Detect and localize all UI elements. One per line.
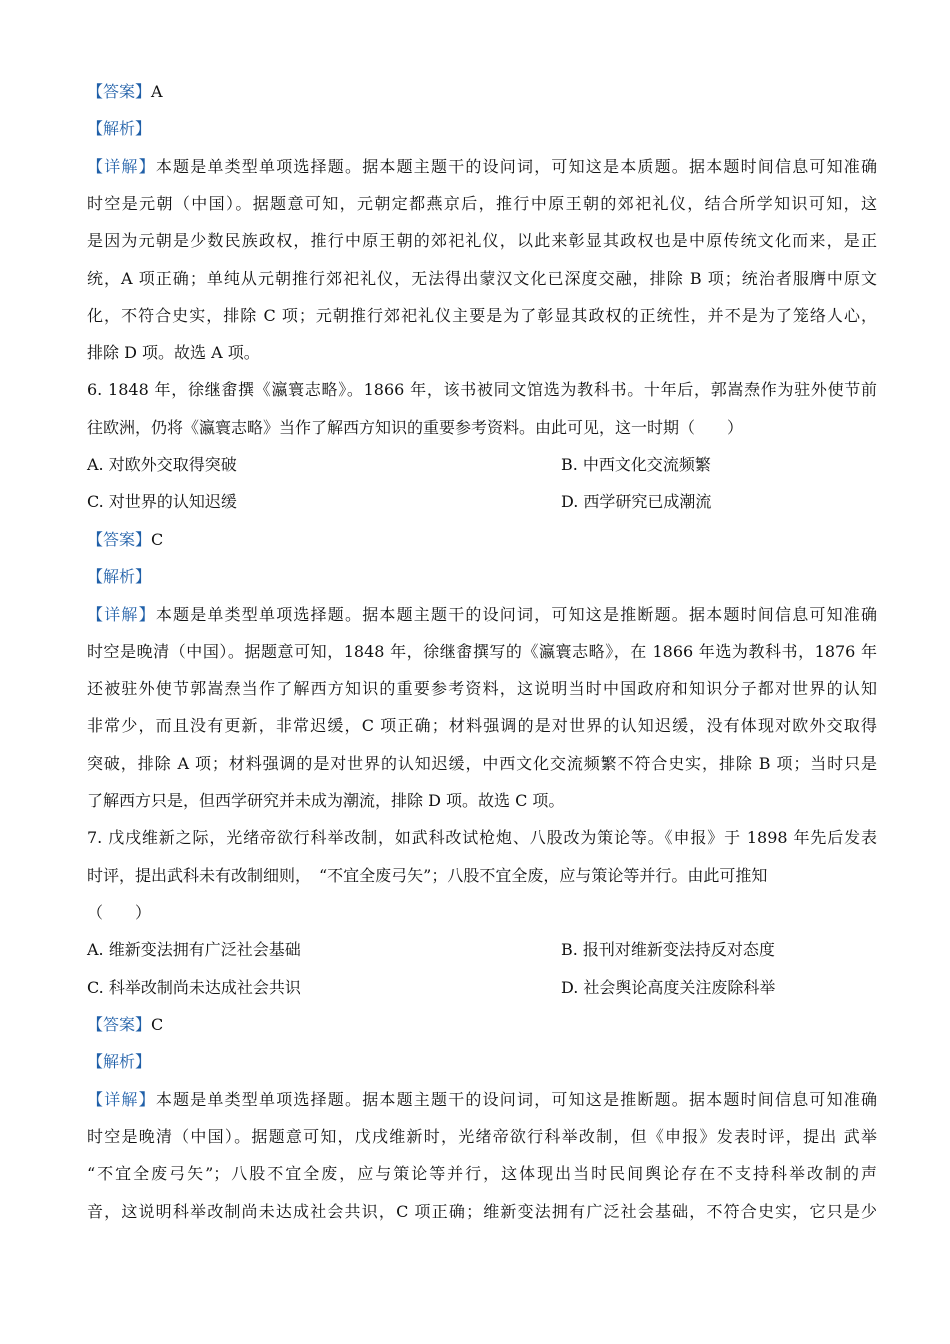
q6-options-row — [87, 446, 877, 483]
q7-detail-line: 音，这说明科举改制尚未达成社会共识，C 项正确；维新变法拥有广泛社会基础，不符合史实，它只是少 — [87, 1202, 877, 1221]
q7-detail-line: 【详解】本题是单类型单项选择题。据本题主题干的设问词，可知这是推断题。据本题时间信息可知准确 — [87, 1090, 877, 1109]
q7-option-c: C. 科举改制尚未达成社会共识 — [87, 978, 301, 997]
q6-option-b: B. 中西文化交流频繁 — [561, 455, 711, 474]
q5-detail-line: 化，不符合史实，排除 C 项；元朝推行郊祀礼仪主要是为了彰显其政权的正统性，并不是为了笼络人心， — [87, 306, 877, 325]
q6-answer — [87, 521, 877, 558]
q5-detail-line: 【详解】本题是单类型单项选择题。据本题主题干的设问词，可知这是本质题。据本题时间信息可知准确 — [87, 157, 877, 176]
answer-value: C — [151, 530, 164, 549]
q5-detail-line: 时空是元朝（中国）。据题意可知，元朝定都燕京后，推行中原王朝的郊祀礼仪，结合所学知识可知，这 — [87, 194, 877, 213]
q6-detail-line: 【详解】本题是单类型单项选择题。据本题主题干的设问词，可知这是推断题。据本题时间信息可知准确 — [87, 605, 877, 624]
answer-tag: 【答案】 — [87, 530, 152, 549]
q7-option-d: D. 社会舆论高度关注废除科举 — [561, 978, 776, 997]
q7-analysis-heading: 【解析】 — [87, 1052, 152, 1071]
detail-tag: 【详解】 — [87, 1090, 156, 1109]
q6-option-d: D. 西学研究已成潮流 — [561, 492, 712, 511]
q6-detail-line: 了解西方只是，但西学研究并未成为潮流，排除 D 项。故选 C 项。 — [87, 791, 565, 810]
q5-detail-line: 统，A 项正确；单纯从元朝推行郊祀礼仪，无法得出蒙汉文化已深度交融，排除 B 项；统治者服膺中原文 — [87, 269, 877, 288]
q7-stem-line: 7. 戊戌维新之际，光绪帝欲行科举改制，如武科改试枪炮、八股改为策论等。《申报》于 1898 年先后发表 — [87, 828, 877, 847]
q7-options-row — [87, 969, 877, 1006]
detail-tag: 【详解】 — [87, 605, 156, 624]
answer-value: C — [151, 1015, 164, 1034]
q6-analysis-heading: 【解析】 — [87, 567, 152, 586]
q6-option-a: A. 对欧外交取得突破 — [87, 455, 237, 474]
q6-detail-line: 突破，排除 A 项；材料强调的是对世界的认知迟缓，中西文化交流频繁不符合史实，排除 B 项；当时只是 — [87, 754, 877, 773]
q7-detail-line: 时空是晚清（中国）。据题意可知，戊戌维新时，光绪帝欲行科举改制，但《申报》发表时评，提出 武举 — [87, 1127, 877, 1146]
q6-detail-line: 非常少，而且没有更新，非常迟缓，C 项正确；材料强调的是对世界的认知迟缓，没有体现对欧外交取得 — [87, 716, 877, 735]
q6-detail-line: 还被驻外使节郭嵩焘当作了解西方知识的重要参考资料，这说明当时中国政府和知识分子都对世界的认知 — [87, 679, 877, 698]
q7-stem-line: （ ） — [87, 903, 152, 922]
q7-option-b: B. 报刊对维新变法持反对态度 — [561, 940, 775, 959]
q7-detail-line: “不宜全废弓矢”；八股不宜全废，应与策论等并行，这体现出当时民间舆论存在不支持科举改制的声 — [87, 1164, 877, 1183]
answer-tag: 【答案】 — [87, 1015, 152, 1034]
q7-option-a: A. 维新变法拥有广泛社会基础 — [87, 940, 301, 959]
q6-detail-line: 时空是晚清（中国）。据题意可知，1848 年，徐继畬撰写的《瀛寰志略》，在 1866 年选为教科书，1876 年 — [87, 642, 877, 661]
q5-detail-line: 排除 D 项。故选 A 项。 — [87, 343, 260, 362]
q6-options-row — [87, 483, 877, 520]
detail-tag: 【详解】 — [87, 157, 156, 176]
answer-tag: 【答案】 — [87, 82, 152, 101]
answer-value: A — [151, 82, 163, 101]
q7-options-row — [87, 931, 877, 968]
q5-analysis-heading: 【解析】 — [87, 119, 152, 138]
q5-answer — [87, 73, 877, 110]
q7-answer — [87, 1006, 877, 1043]
q7-stem-line: 时评，提出武科未有改制细则， “不宜全废弓矢”；八股不宜全废，应与策论等并行。由此可推知 — [87, 866, 768, 885]
q6-option-c: C. 对世界的认知迟缓 — [87, 492, 237, 511]
q5-detail-line: 是因为元朝是少数民族政权，推行中原王朝的郊祀礼仪，以此来彰显其政权也是中原传统文化而来，是正 — [87, 231, 877, 250]
q6-stem-line: 6. 1848 年，徐继畬撰《瀛寰志略》。1866 年，该书被同文馆选为教科书。十年后，郭嵩焘作为驻外使节前 — [87, 380, 877, 399]
q6-stem-line: 往欧洲，仍将《瀛寰志略》当作了解西方知识的重要参考资料。由此可见，这一时期（ ） — [87, 418, 744, 437]
